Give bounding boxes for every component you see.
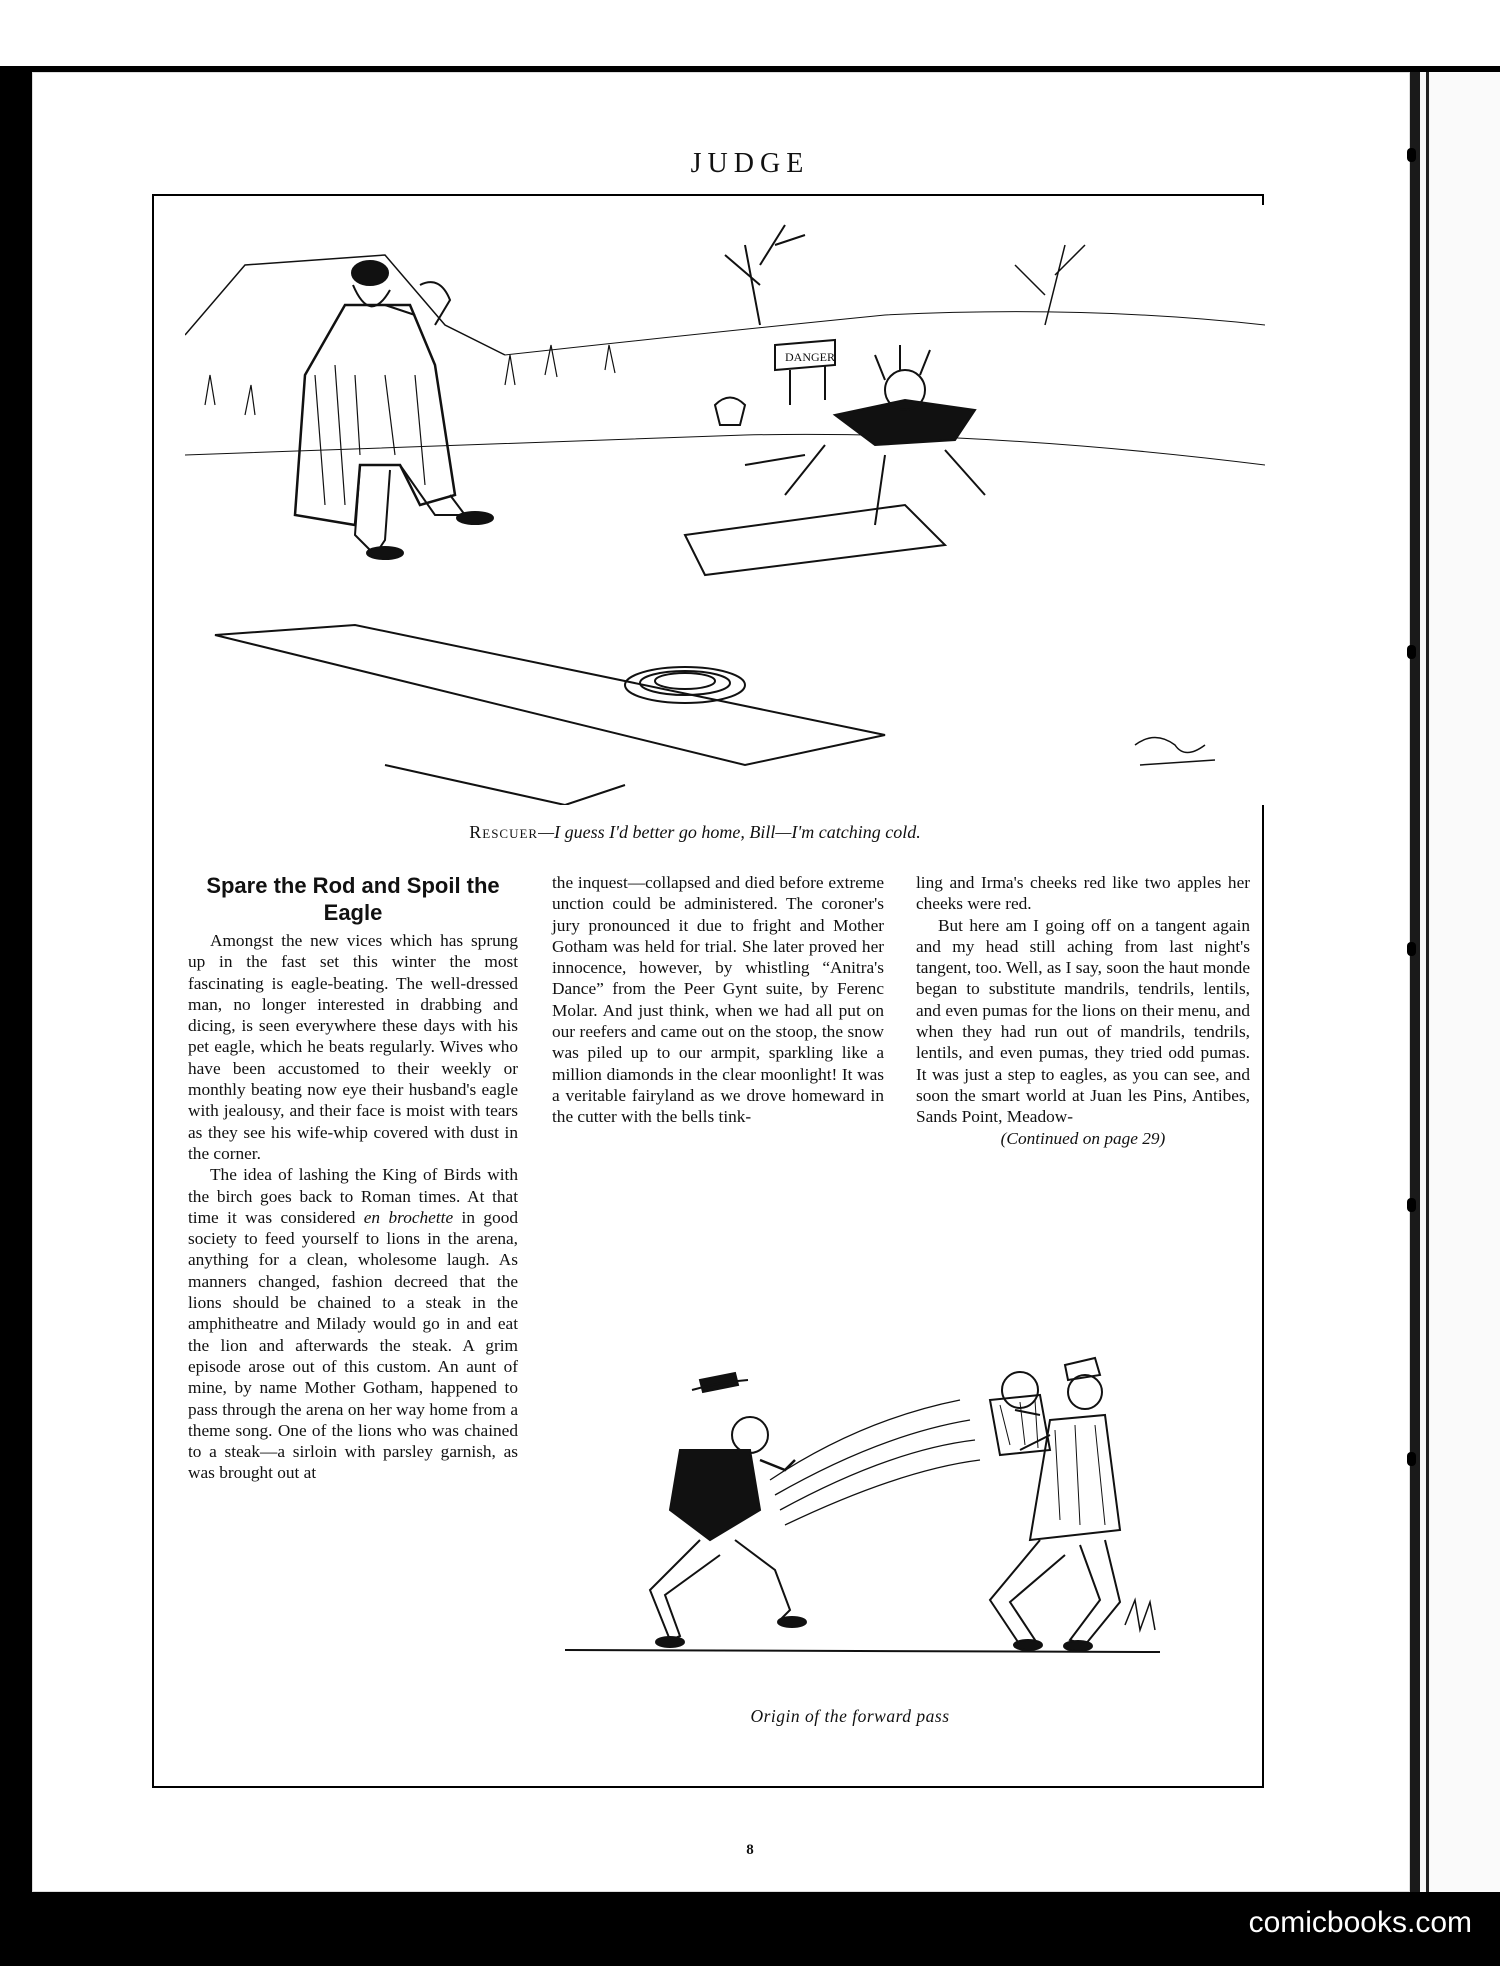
article-column-2	[552, 872, 884, 1128]
article-paragraph: The idea of lashing the King of Birds with the birch goes back to Roman times. At that time it was considered en brochette in good society to feed yourself to lions in the arena, anything for a clean, wholesome laugh. As manners changed, fashion decreed that the lions should be chained to a steak in the amphitheatre and Milady would go in and eat the lion and afterwards the steak. A grim episode arose out of this custom. An aunt of mine, by name Mother Gotham, happened to pass through the arena on her way home from a theme song. One of the lions who was chained to a steak—a sirloin with parsley garnish, as was brought out at	[188, 1165, 518, 1483]
binding-hole	[1407, 1452, 1416, 1466]
bottom-cartoon	[560, 1340, 1170, 1690]
article-paragraph: the inquest—collapsed and died before extreme unction could be administered. The coroner's jury pronounced it due to fright and Mother Gotham was held for trial. She later proved her innocence, however, by whistling “Anitra's Dance” from the Peer Gynt suite, by Ferenc Molar. And just think, when we had all put on our reefers and came out on the stoop, the snow was piled up to our armpit, sparkling like a million diamonds in the clear moonlight! It was a veritable fairyland as we drove homeward in the cutter with the bells tink-	[552, 873, 884, 1127]
article-paragraph: But here am I going off on a tangent again and my head still aching from last night's tangent, too. Well, as I say, soon the haut monde began to substitute mandrils, tendrils, lentils, and even pumas for the lions on their menu, and when they had run out of mandrils, tendrils, lentils, and even pumas, they tried odd pumas. It was just a step to eagles, as you can see, and soon the smart world at Juan les Pins, Antibes, Sands Point, Meadow-	[916, 915, 1250, 1127]
page-gutter	[1410, 72, 1420, 1892]
top-cartoon-caption	[190, 822, 1200, 843]
article-paragraph: Amongst the new vices which has sprung up in the fast set this winter the most fascinating is eagle-beating. The well-dressed man, no longer interested in drabbing and dicing, is seen everywhere these days with his pet eagle, which he beats regularly. Wives who have been accustomed to their weekly or monthly beating now eye their husband's eagle with jealousy, and their face is moist with tears as they see his wife-whip covered with dust in the corner.	[188, 931, 518, 1163]
facing-page-edge	[1420, 72, 1500, 1892]
article-column-1	[188, 872, 518, 1484]
continued-note: (Continued on page 29)	[1000, 1128, 1166, 1148]
binding-hole	[1407, 942, 1416, 956]
scan-background	[0, 0, 1500, 70]
article-headline: Spare the Rod and Spoil the Eagle	[206, 873, 500, 925]
binding-hole	[1407, 1198, 1416, 1212]
page-number: 8	[746, 1842, 754, 1858]
article-paragraph: ling and Irma's cheeks red like two apples her cheeks were red.	[916, 873, 1250, 914]
caption-quote: —I guess I'd better go home, Bill—I'm catching cold.	[538, 822, 921, 842]
bottom-cartoon-caption: Origin of the forward pass	[750, 1706, 950, 1726]
source-watermark: comicbooks.com	[1248, 1906, 1472, 1939]
top-cartoon	[185, 205, 1265, 805]
article-column-3	[916, 872, 1250, 1149]
binding-hole	[1407, 645, 1416, 659]
italic-phrase: en brochette	[363, 1207, 454, 1227]
danger-sign-text: DANGER	[785, 350, 835, 364]
running-head: JUDGE	[690, 148, 810, 179]
caption-speaker: Rescuer	[469, 822, 539, 842]
